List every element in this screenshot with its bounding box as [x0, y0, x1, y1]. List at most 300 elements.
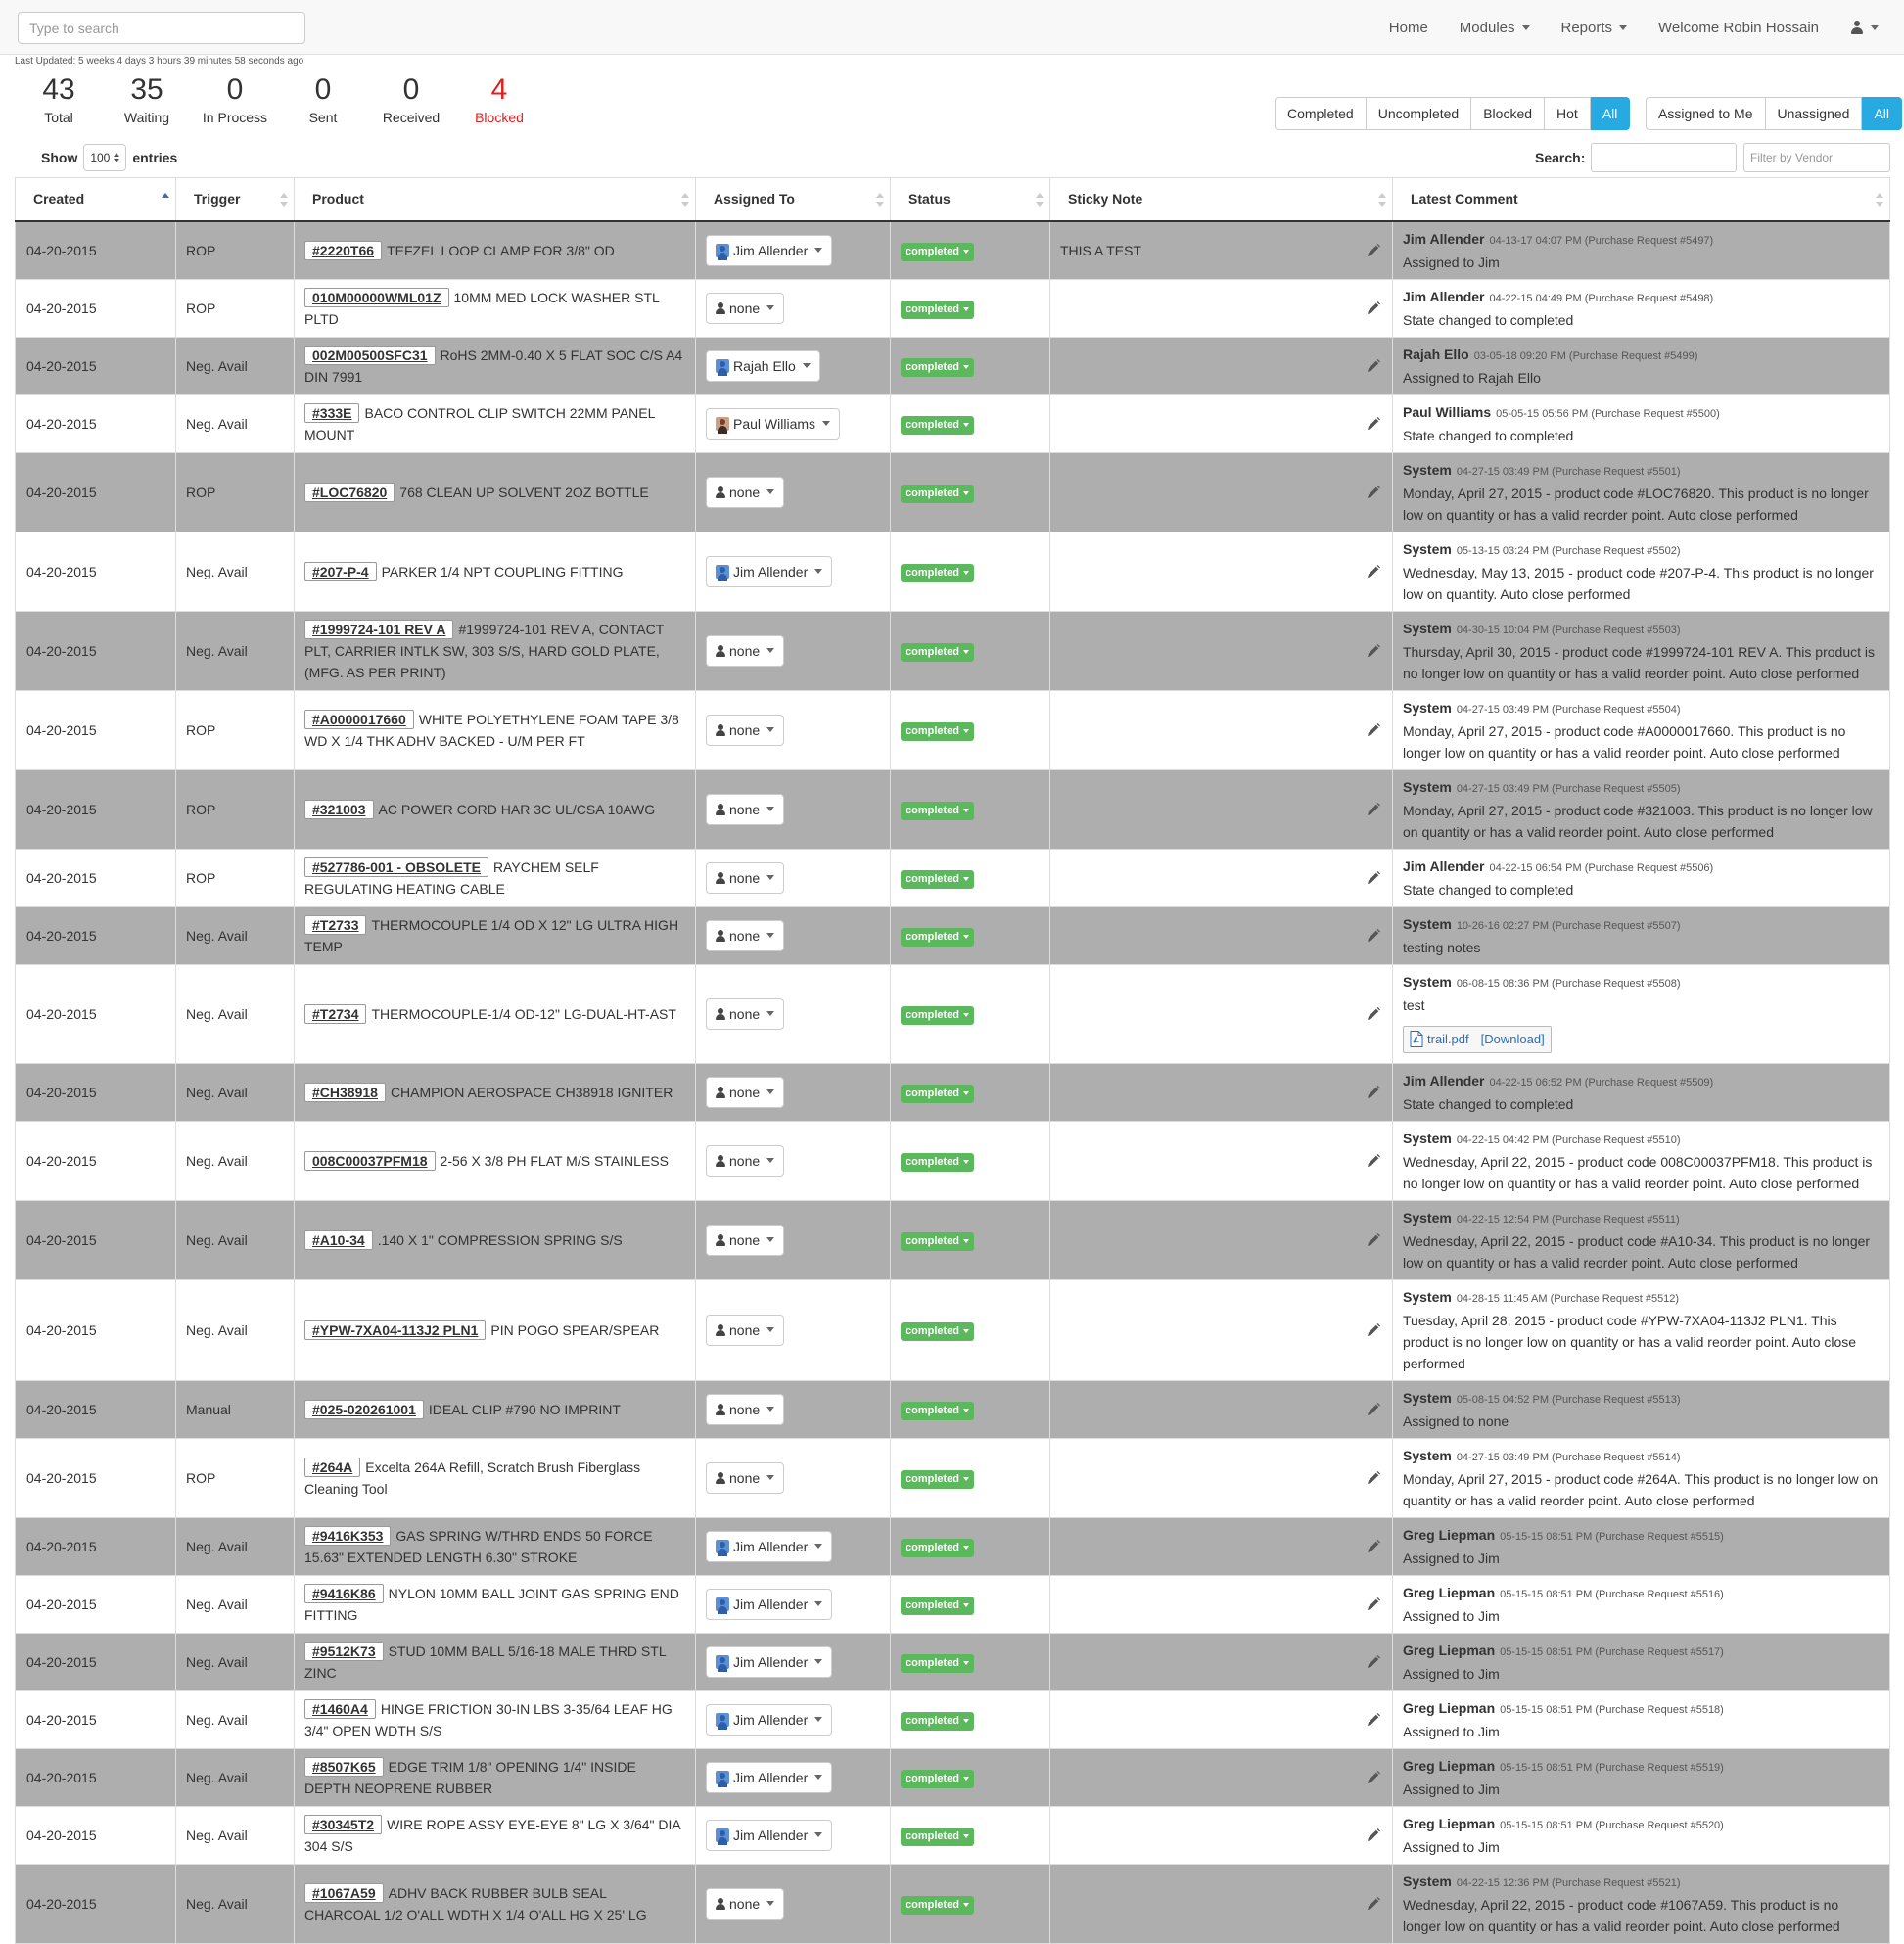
- pencil-icon[interactable]: [1367, 1713, 1380, 1727]
- cell-product: [295, 849, 696, 906]
- col-header-status[interactable]: [891, 178, 1050, 221]
- comment-author: Jim Allender: [1403, 230, 1485, 247]
- assignee-dropdown[interactable]: [706, 1077, 784, 1108]
- chevron-down-icon: [814, 1775, 822, 1780]
- comment-author: System: [1403, 1130, 1452, 1146]
- chevron-down-icon: [814, 1659, 822, 1664]
- table-row: [16, 849, 1890, 906]
- cell-created: 04-20-2015: [16, 394, 176, 452]
- col-header-sticky-note[interactable]: [1050, 178, 1393, 221]
- pencil-icon[interactable]: [1367, 1540, 1380, 1553]
- cell-trigger: ROP: [176, 769, 295, 849]
- stat-value: 35: [130, 73, 163, 106]
- pencil-icon[interactable]: [1367, 644, 1380, 658]
- cell-assigned-to: [696, 906, 891, 964]
- product-code-link[interactable]: #30345T2: [304, 1815, 382, 1834]
- col-header-label: Assigned To: [714, 191, 795, 208]
- status-dropdown[interactable]: [901, 301, 974, 319]
- comment-author: System: [1403, 620, 1452, 636]
- cell-status: [891, 1633, 1050, 1690]
- table-header-row: [16, 178, 1890, 221]
- status-dropdown[interactable]: [901, 243, 974, 261]
- comment-meta: 04-13-17 04:07 PM (Purchase Request #5497): [1489, 234, 1714, 247]
- cell-assigned-to: [696, 611, 891, 690]
- pencil-icon[interactable]: [1367, 301, 1380, 315]
- assignee-dropdown[interactable]: [706, 408, 840, 440]
- status-dropdown[interactable]: [901, 1896, 974, 1915]
- pencil-icon[interactable]: [1367, 1007, 1380, 1021]
- status-label: completed: [906, 1715, 960, 1728]
- product-code-link[interactable]: #2220T66: [304, 241, 382, 260]
- comment-text: Wednesday, April 22, 2015 - product code 008C00037PFM18. This product is no longer low on quantity or has a valid reorder point. Auto close performed: [1403, 1153, 1873, 1191]
- chevron-down-icon: [963, 877, 969, 881]
- comment-block: [1403, 776, 1880, 843]
- pencil-icon[interactable]: [1367, 1828, 1380, 1842]
- attachment-link[interactable]: [1403, 1026, 1552, 1053]
- cell-sticky-note: [1050, 1806, 1393, 1864]
- table-row: [16, 906, 1890, 964]
- assignee-dropdown[interactable]: [706, 1646, 832, 1678]
- cell-status: [891, 452, 1050, 532]
- table-search-input[interactable]: [1591, 143, 1737, 172]
- cell-latest-comment: [1393, 279, 1890, 337]
- assignee-dropdown[interactable]: [706, 1145, 784, 1177]
- status-dropdown[interactable]: [901, 1654, 974, 1673]
- cell-sticky-note: [1050, 611, 1393, 690]
- chevron-down-icon: [963, 1409, 969, 1412]
- status-label: completed: [906, 1235, 960, 1248]
- comment-text: Assigned to Jim: [1403, 1781, 1500, 1797]
- filter-uncompleted-button[interactable]: Uncompleted: [1367, 97, 1472, 130]
- product-description: PARKER 1/4 NPT COUPLING FITTING: [381, 563, 624, 579]
- chevron-down-icon: [963, 1719, 969, 1723]
- chevron-down-icon: [963, 1013, 969, 1017]
- col-header-latest-comment[interactable]: [1393, 178, 1890, 221]
- nav-modules-dropdown[interactable]: [1460, 20, 1530, 36]
- status-dropdown[interactable]: [901, 643, 974, 662]
- comment-meta: 05-05-15 05:56 PM (Purchase Request #5500): [1496, 407, 1720, 420]
- status-dropdown[interactable]: [901, 1085, 974, 1103]
- comment-author: System: [1403, 540, 1452, 557]
- assignee-dropdown[interactable]: [706, 920, 784, 951]
- cell-trigger: Neg. Avail: [176, 1517, 295, 1575]
- stat-waiting[interactable]: [103, 70, 191, 125]
- cell-trigger: Neg. Avail: [176, 611, 295, 690]
- status-dropdown[interactable]: [901, 802, 974, 820]
- assignee-dropdown[interactable]: [706, 1589, 832, 1620]
- sort-icon: [1378, 193, 1386, 207]
- chevron-down-icon: [766, 1089, 774, 1094]
- cell-status: [891, 337, 1050, 394]
- assignee-dropdown[interactable]: [706, 235, 832, 266]
- pencil-icon[interactable]: [1367, 1154, 1380, 1168]
- pencil-icon[interactable]: [1367, 244, 1380, 257]
- filter-blocked-button[interactable]: Blocked: [1471, 97, 1545, 130]
- assignee-name: none: [729, 721, 761, 738]
- comment-author: System: [1403, 1288, 1452, 1305]
- cell-created: 04-20-2015: [16, 1279, 176, 1380]
- product-code-link[interactable]: #264A: [304, 1458, 360, 1477]
- comment-text: Assigned to none: [1403, 1412, 1509, 1429]
- stat-label: Received: [382, 110, 441, 125]
- assignee-dropdown[interactable]: [706, 1762, 832, 1793]
- filter-all-assignment-button[interactable]: All: [1862, 97, 1902, 130]
- pencil-icon[interactable]: [1367, 803, 1380, 816]
- cell-sticky-note: [1050, 1633, 1393, 1690]
- product-code-link[interactable]: #CH38918: [304, 1083, 386, 1102]
- assignee-dropdown[interactable]: [706, 1820, 832, 1851]
- pencil-icon[interactable]: [1367, 1233, 1380, 1247]
- global-search-input[interactable]: [18, 12, 305, 44]
- pencil-icon[interactable]: [1367, 1471, 1380, 1485]
- comment-header: [1403, 1286, 1880, 1310]
- comment-block: [1403, 1640, 1880, 1685]
- pencil-icon[interactable]: [1367, 723, 1380, 737]
- assignee-name: none: [729, 1231, 761, 1248]
- comment-meta: 05-15-15 08:51 PM (Purchase Request #5516): [1500, 1588, 1724, 1600]
- comment-block: [1403, 971, 1880, 1057]
- product-code-link[interactable]: #9416K86: [304, 1584, 384, 1603]
- cell-sticky-note: [1050, 690, 1393, 769]
- user-icon: [716, 804, 725, 815]
- comment-block: [1403, 618, 1880, 684]
- status-dropdown[interactable]: [901, 358, 974, 377]
- assignee-dropdown[interactable]: [706, 1225, 784, 1256]
- product-code-link[interactable]: 002M00500SFC31: [304, 346, 436, 365]
- status-dropdown[interactable]: [901, 1006, 974, 1025]
- cell-status: [891, 1063, 1050, 1121]
- pdf-file-icon: [1410, 1031, 1423, 1047]
- page-size-select[interactable]: [83, 144, 126, 171]
- cell-status: [891, 1864, 1050, 1943]
- status-dropdown[interactable]: [901, 1597, 974, 1615]
- chevron-down-icon: [766, 1407, 774, 1412]
- purchase-requests-table-container: [15, 177, 1889, 1934]
- avatar: [716, 1828, 729, 1842]
- nav-reports-dropdown[interactable]: [1561, 20, 1628, 36]
- product-code-link[interactable]: #207-P-4: [304, 562, 377, 581]
- cell-latest-comment: [1393, 337, 1890, 394]
- cell-status: [891, 1279, 1050, 1380]
- col-header-label: Sticky Note: [1068, 191, 1143, 208]
- col-header-label: Product: [312, 191, 364, 208]
- product-description: THERMOCOUPLE-1/4 OD-12" LG-DUAL-HT-AST: [371, 1005, 676, 1022]
- cell-sticky-note: [1050, 279, 1393, 337]
- comment-block: [1403, 401, 1880, 446]
- comment-meta: 04-30-15 10:04 PM (Purchase Request #5503): [1456, 624, 1681, 636]
- cell-status: [891, 221, 1050, 280]
- status-dropdown[interactable]: [901, 1770, 974, 1788]
- comment-text: Wednesday, May 13, 2015 - product code #207-P-4. This product is no longer low on quantity. Auto close performed: [1403, 564, 1874, 602]
- product-code-link[interactable]: #YPW-7XA04-113J2 PLN1: [304, 1320, 486, 1340]
- cell-trigger: Manual: [176, 1380, 295, 1438]
- col-header-created[interactable]: [16, 178, 176, 221]
- pencil-icon[interactable]: [1367, 1597, 1380, 1611]
- chevron-down-icon: [822, 421, 830, 426]
- comment-meta: 04-27-15 03:49 PM (Purchase Request #5504): [1456, 703, 1681, 716]
- cell-created: 04-20-2015: [16, 1200, 176, 1279]
- assignee-dropdown[interactable]: [706, 1462, 784, 1494]
- pencil-icon[interactable]: [1367, 417, 1380, 431]
- col-header-product[interactable]: [295, 178, 696, 221]
- comment-header: [1403, 697, 1880, 720]
- comment-header: [1403, 1582, 1880, 1605]
- chevron-down-icon: [963, 1603, 969, 1607]
- product-code-link[interactable]: 008C00037PFM18: [304, 1151, 436, 1171]
- pencil-icon[interactable]: [1367, 1323, 1380, 1337]
- chevron-down-icon: [963, 1903, 969, 1907]
- assignee-dropdown[interactable]: [706, 715, 784, 746]
- status-label: completed: [906, 1009, 960, 1022]
- assignee-dropdown[interactable]: [706, 794, 784, 825]
- product-description: RoHS 2MM-0.40 X 5 FLAT SOC C/S A4 DIN 7991: [304, 347, 683, 385]
- cell-product: [295, 769, 696, 849]
- filter-all-status-button[interactable]: All: [1591, 97, 1631, 130]
- comment-text: Monday, April 27, 2015 - product code #A0000017660. This product is no longer low on quantity or has a valid reorder point. Auto close performed: [1403, 722, 1846, 761]
- table-row: [16, 1864, 1890, 1943]
- product-code-link[interactable]: #527786-001 - OBSOLETE: [304, 857, 488, 877]
- product-code-link[interactable]: #A0000017660: [304, 710, 414, 729]
- comment-meta: 04-27-15 03:49 PM (Purchase Request #5514): [1456, 1451, 1681, 1463]
- pencil-icon[interactable]: [1367, 486, 1380, 499]
- cell-assigned-to: [696, 849, 891, 906]
- pencil-icon[interactable]: [1367, 359, 1380, 373]
- cell-assigned-to: [696, 452, 891, 532]
- status-label: completed: [906, 1599, 960, 1612]
- assignee-name: none: [729, 300, 761, 316]
- pencil-icon[interactable]: [1367, 1086, 1380, 1099]
- status-dropdown[interactable]: [901, 1402, 974, 1420]
- cell-trigger: Neg. Avail: [176, 1633, 295, 1690]
- nav-home-link[interactable]: Home: [1388, 19, 1428, 36]
- table-row: [16, 1748, 1890, 1806]
- stats-summary: [15, 70, 543, 125]
- col-header-trigger[interactable]: [176, 178, 295, 221]
- status-dropdown[interactable]: [901, 870, 974, 889]
- status-dropdown[interactable]: [901, 1712, 974, 1731]
- assignee-dropdown[interactable]: [706, 293, 784, 324]
- status-label: completed: [906, 873, 960, 886]
- product-code-link[interactable]: #1067A59: [304, 1883, 384, 1903]
- pencil-icon[interactable]: [1367, 1403, 1380, 1416]
- col-header-assigned-to[interactable]: [696, 178, 891, 221]
- comment-header: [1403, 401, 1880, 425]
- status-dropdown[interactable]: [901, 928, 974, 947]
- chevron-down-icon: [766, 807, 774, 811]
- status-dropdown[interactable]: [901, 485, 974, 503]
- assignee-dropdown[interactable]: [706, 862, 784, 894]
- chevron-down-icon: [963, 1834, 969, 1838]
- product-description: BACO CONTROL CLIP SWITCH 22MM PANEL MOUNT: [304, 404, 655, 442]
- cell-product: [295, 690, 696, 769]
- assignee-name: Jim Allender: [733, 1827, 809, 1843]
- product-code-link[interactable]: #T2733: [304, 915, 366, 935]
- filter-hot-button[interactable]: Hot: [1545, 97, 1591, 130]
- assignee-dropdown[interactable]: [706, 635, 784, 667]
- comment-meta: 05-08-15 04:52 PM (Purchase Request #5513): [1456, 1393, 1681, 1406]
- chevron-down-icon: [814, 1601, 822, 1606]
- stat-sent[interactable]: [279, 70, 367, 125]
- status-label: completed: [906, 1473, 960, 1486]
- comment-header: [1403, 1070, 1880, 1093]
- status-label: completed: [906, 805, 960, 817]
- cell-sticky-note: [1050, 964, 1393, 1063]
- status-dropdown[interactable]: [901, 1232, 974, 1251]
- status-dropdown[interactable]: [901, 564, 974, 582]
- status-dropdown[interactable]: [901, 1322, 974, 1341]
- cell-sticky-note: [1050, 1517, 1393, 1575]
- product-code-link[interactable]: #1999724-101 REV A: [304, 620, 453, 639]
- pencil-icon[interactable]: [1367, 1655, 1380, 1669]
- comment-author: System: [1403, 461, 1452, 478]
- filter-completed-button[interactable]: Completed: [1275, 97, 1367, 130]
- cell-trigger: ROP: [176, 452, 295, 532]
- cell-product: [295, 964, 696, 1063]
- col-header-label: Status: [908, 191, 951, 208]
- comment-header: [1403, 1387, 1880, 1411]
- cell-latest-comment: [1393, 1575, 1890, 1633]
- product-description: HINGE FRICTION 30-IN LBS 3-35/64 LEAF HG 3/4" OPEN WDTH S/S: [304, 1700, 673, 1738]
- assignee-dropdown[interactable]: [706, 477, 784, 508]
- vendor-filter-input[interactable]: [1743, 143, 1890, 172]
- cell-product: [295, 1864, 696, 1943]
- product-code-link[interactable]: 010M00000WML01Z: [304, 288, 449, 307]
- cell-product: [295, 1121, 696, 1200]
- assignee-name: none: [729, 1895, 761, 1912]
- comment-author: Greg Liepman: [1403, 1815, 1496, 1831]
- cell-trigger: Neg. Avail: [176, 1864, 295, 1943]
- cell-product: [295, 1633, 696, 1690]
- table-row: [16, 1380, 1890, 1438]
- assignee-dropdown[interactable]: [706, 1704, 832, 1736]
- stat-value: 4: [490, 73, 508, 106]
- stat-value: 0: [226, 73, 244, 106]
- product-code-link[interactable]: #A10-34: [304, 1230, 373, 1250]
- comment-text: Assigned to Jim: [1403, 1723, 1500, 1739]
- comment-text: Monday, April 27, 2015 - product code #LOC76820. This product is no longer low on quantity or has a valid reorder point. Auto close performed: [1403, 485, 1869, 523]
- status-dropdown[interactable]: [901, 1470, 974, 1489]
- cell-status: [891, 1517, 1050, 1575]
- comment-block: [1403, 1871, 1880, 1937]
- assignee-dropdown[interactable]: [706, 1888, 784, 1920]
- product-code-link[interactable]: #9512K73: [304, 1642, 384, 1661]
- cell-product: [295, 279, 696, 337]
- stat-value: 43: [42, 73, 75, 106]
- table-row: [16, 279, 1890, 337]
- product-code-link[interactable]: #9416K353: [304, 1526, 391, 1546]
- table-row: [16, 1121, 1890, 1200]
- comment-text: State changed to completed: [1403, 1095, 1574, 1112]
- cell-created: 04-20-2015: [16, 1575, 176, 1633]
- assignee-dropdown[interactable]: [706, 1315, 784, 1346]
- product-description: 10MM MED LOCK WASHER STL PLTD: [304, 289, 660, 327]
- comment-header: [1403, 286, 1880, 309]
- status-dropdown[interactable]: [901, 1153, 974, 1172]
- user-icon: [716, 1324, 725, 1336]
- comment-block: [1403, 228, 1880, 273]
- chevron-down-icon: [1522, 25, 1530, 30]
- assignee-dropdown[interactable]: [706, 1394, 784, 1425]
- filter-assigned-to-me-button[interactable]: Assigned to Me: [1646, 97, 1766, 130]
- cell-assigned-to: [696, 1575, 891, 1633]
- comment-text: State changed to completed: [1403, 881, 1574, 898]
- nav-modules-label: Modules: [1459, 19, 1515, 36]
- product-code-link[interactable]: #333E: [304, 403, 359, 423]
- pencil-icon[interactable]: [1367, 929, 1380, 943]
- table-row: [16, 1806, 1890, 1864]
- product-code-link[interactable]: #T2734: [304, 1004, 366, 1024]
- cell-created: 04-20-2015: [16, 1748, 176, 1806]
- assignee-dropdown[interactable]: [706, 1531, 832, 1562]
- stat-total[interactable]: [15, 70, 103, 125]
- attachment-filename: trail.pdf: [1427, 1031, 1469, 1046]
- stat-in-process[interactable]: [191, 70, 279, 125]
- cell-latest-comment: [1393, 906, 1890, 964]
- top-navbar: [0, 0, 1904, 55]
- product-code-link[interactable]: #321003: [304, 800, 374, 819]
- assignee-name: Jim Allender: [733, 242, 809, 258]
- product-code-link[interactable]: #025-020261001: [304, 1400, 424, 1419]
- chevron-down-icon: [1619, 25, 1627, 30]
- pencil-icon[interactable]: [1367, 871, 1380, 885]
- chevron-down-icon: [963, 250, 969, 254]
- status-dropdown[interactable]: [901, 416, 974, 435]
- chevron-down-icon: [963, 1239, 969, 1243]
- cell-latest-comment: [1393, 1633, 1890, 1690]
- cell-sticky-note: [1050, 1575, 1393, 1633]
- stat-blocked[interactable]: [455, 70, 543, 125]
- cell-created: 04-20-2015: [16, 1380, 176, 1438]
- cell-sticky-note: [1050, 1380, 1393, 1438]
- attachment-download-link[interactable]: [Download]: [1480, 1031, 1545, 1046]
- assignee-dropdown[interactable]: [706, 556, 832, 587]
- comment-block: [1403, 344, 1880, 389]
- comment-block: [1403, 1813, 1880, 1858]
- pencil-icon[interactable]: [1367, 1897, 1380, 1911]
- status-dropdown[interactable]: [901, 722, 974, 741]
- cell-latest-comment: [1393, 1864, 1890, 1943]
- product-description: #1999724-101 REV A, CONTACT PLT, CARRIER INTLK SW, 303 S/S, HARD GOLD PLATE, (MFG. AS PER PRINT): [304, 621, 665, 680]
- filter-unassigned-button[interactable]: Unassigned: [1766, 97, 1863, 130]
- status-label: completed: [906, 487, 960, 500]
- cell-sticky-note: [1050, 1121, 1393, 1200]
- cell-status: [891, 1690, 1050, 1748]
- product-code-link[interactable]: #LOC76820: [304, 483, 395, 502]
- status-filter-group: [1275, 97, 1630, 130]
- assignee-name: none: [729, 484, 761, 500]
- pencil-icon[interactable]: [1367, 565, 1380, 579]
- user-menu-dropdown[interactable]: [1850, 21, 1879, 34]
- comment-text: Wednesday, April 22, 2015 - product code #1067A59. This product is no longer low on quantity or has a valid reorder point. Auto close performed: [1403, 1896, 1840, 1934]
- product-code-link[interactable]: #1460A4: [304, 1699, 376, 1719]
- chevron-down-icon: [963, 1329, 969, 1333]
- assignee-dropdown[interactable]: [706, 998, 784, 1030]
- assignee-dropdown[interactable]: [706, 350, 820, 382]
- cell-assigned-to: [696, 532, 891, 611]
- select-arrows-icon: [114, 153, 119, 162]
- comment-text: Assigned to Rajah Ello: [1403, 369, 1541, 386]
- cell-latest-comment: [1393, 221, 1890, 280]
- stat-received[interactable]: [367, 70, 455, 125]
- cell-trigger: Neg. Avail: [176, 1806, 295, 1864]
- status-dropdown[interactable]: [901, 1828, 974, 1846]
- status-dropdown[interactable]: [901, 1539, 974, 1557]
- product-code-link[interactable]: #8507K65: [304, 1757, 384, 1777]
- status-label: completed: [906, 725, 960, 738]
- cell-assigned-to: [696, 1633, 891, 1690]
- pencil-icon[interactable]: [1367, 1771, 1380, 1784]
- cell-assigned-to: [696, 394, 891, 452]
